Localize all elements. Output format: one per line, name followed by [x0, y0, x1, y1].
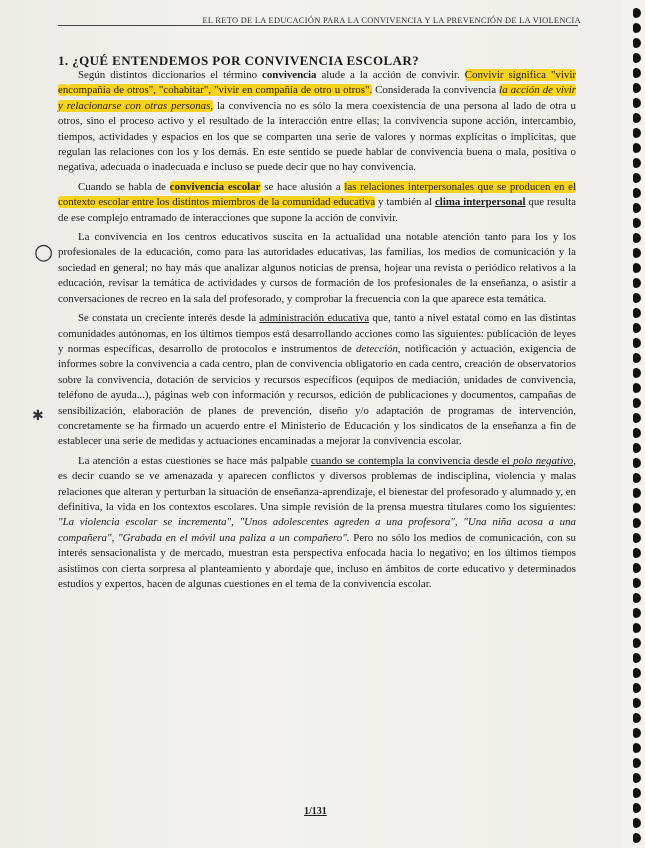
text-run: detección [356, 342, 398, 355]
binding-ring [633, 683, 641, 693]
paragraph-school-coexistence [58, 180, 576, 226]
binding-ring [633, 263, 641, 273]
text-run: Considerada la convivencia [372, 84, 500, 97]
binding-ring [633, 503, 641, 513]
binding-ring [633, 473, 641, 483]
binding-ring [633, 788, 641, 798]
binding-ring [633, 278, 641, 288]
binding-ring [633, 653, 641, 663]
binding-ring [633, 233, 641, 243]
binding-ring [633, 83, 641, 93]
binding-ring [633, 428, 641, 438]
binding-ring [633, 8, 641, 18]
text-run: Se constata un creciente interés desde la [78, 312, 260, 325]
binding-ring [633, 593, 641, 603]
text-run: "La violencia escolar se incrementa", "Unos adolescentes agreden a una profesora", "Una niña acosa a una compañera", "Grabada en el móvil una paliza a un compañero". [58, 516, 576, 544]
binding-ring [633, 548, 641, 558]
text-run: , notificación y actuación, exigencia de informes sobre la convivencia a cada centro, plan de convivencia obligatorio en cada centro, creación de observatorios sobre la convivencia, dotación de servicios y recursos específicos (equipos de mediación, unidades de convivencia, teléfono de ayuda...), páginas web con información y recursos, edición de publicaciones y documentos, campañas de sensibilización, elaboración de planes de prevención, diseño y/o adaptación de programas de intervención, concretamente se ha firmado un acuerdo entre el Ministerio de Educación y los sindicatos de la enseñanza a fin de establecer una serie de medidas y actuaciones encaminadas a mejorar la convivencia escolar. [58, 342, 576, 448]
text-run: , es decir cuando se ve amenazada y aparecen conflictos y diversos problemas de indisciplina, violencia y malas relaciones que alteran y perturban la situación de enseñanza-aprendizaje, el bienestar del profesorado y alumnado y, en definitiva, la vida en los contextos escolares. Una simple revisión de la prensa muestra titulares como los siguientes: [58, 454, 576, 513]
binding-ring [633, 143, 641, 153]
text-run: alude a la acción de convivir. [316, 69, 465, 81]
binding-ring [633, 728, 641, 738]
binding-ring [633, 773, 641, 783]
binding-ring [633, 218, 641, 228]
binding-ring [633, 353, 641, 363]
binding-ring [633, 758, 641, 768]
text-run: cuando se contempla la convivencia desde el [310, 454, 514, 467]
binding-ring [633, 563, 641, 573]
binding-ring [633, 293, 641, 303]
binding-ring [633, 188, 641, 198]
paragraph-administration [58, 311, 576, 450]
binding-ring [633, 533, 641, 543]
binding-ring [633, 248, 641, 258]
binding-ring [633, 173, 641, 183]
binding-ring [633, 113, 641, 123]
text-run: compañía de otros", "cohabitar", "vivir en compañía de otro u otros". [68, 84, 373, 97]
text-run: convivencia [262, 69, 317, 81]
binding-ring [633, 578, 641, 588]
binding-ring [633, 323, 641, 333]
paragraph-current-attention [58, 230, 576, 307]
paragraph-definition [58, 68, 576, 176]
text-run: administración educativa [259, 312, 370, 325]
text-run: Según distintos diccionarios el término [78, 69, 263, 81]
text-run: polo negativo [513, 454, 574, 467]
text-run: la convivencia no es sólo la mera coexistencia de una persona al lado de otra u otros, sino el proceso activo y el resultado de la interacción entre ellas; la convivencia supone acción, intercambio, tiempos, actividades y espacios en los que se comparten una serie de valores y normas explícitas o implícitas, que regulan las relaciones con los y los demás. En este sentido se puede hablar de convivencia buena o mala, positiva o negativa, adecuada o inadecuada e incluso se puede decir que no hay convivencia. [58, 99, 576, 174]
binding-ring [633, 128, 641, 138]
binding-ring [633, 458, 641, 468]
binding-ring [633, 308, 641, 318]
spiral-binding [623, 0, 645, 848]
header-rule [58, 25, 578, 26]
text-run: la acción de vivir y relacionarse con otras personas, [58, 84, 577, 112]
binding-ring [633, 383, 641, 393]
binding-ring [633, 368, 641, 378]
binding-ring [633, 818, 641, 828]
text-run: se hace alusión a [260, 180, 345, 193]
binding-ring [633, 443, 641, 453]
text-run: que, tanto a nivel estatal como en las distintas comunidades autónomas, en los últimos tiempos está desarrollando acciones como las siguientes: publicación de leyes y normas específicas, desarrollo de protocolos e instrumentos de [58, 312, 576, 355]
binding-ring [633, 203, 641, 213]
binding-ring [633, 803, 641, 813]
binding-ring [633, 743, 641, 753]
text-body [58, 68, 576, 592]
binding-ring [633, 623, 641, 633]
text-run: La convivencia en los centros educativos suscita en la actualidad una notable atención tanto para los y los profesionales de la educación, como para las autoridades educativas, las familias, los medios de comunicación y la sociedad en general; no hay más que analizar algunos noticias de prensa, hojear una revista o periódico relativos a la educación, revisar la temática de actividades y cursos de formación de los profesionales de la enseñanza, o asistir a conversaciones de recreo en la sala del profesorado, y comprobar la frecuencia con la que aparece esta temática. [58, 231, 576, 305]
text-run: que resulta de ese complejo entramado de interacciones que supone la acción de convivir. [58, 196, 576, 224]
text-run: y también al [375, 196, 435, 209]
handwritten-circle-mark: ○ [34, 240, 54, 265]
binding-ring [633, 398, 641, 408]
binding-ring [633, 488, 641, 498]
binding-ring [633, 608, 641, 618]
page-number: 1/131 [304, 806, 327, 817]
text-run: Pero no sólo los medios de comunicación, con su interés sensacionalista y de mercado, muestran esta perspectiva enfocada hacia lo negativo; en los últimos tiempos asistimos con cierta sorpresa al planteamiento y abordaje que, incluso en ámbitos de corte educativo y determinados estudios y expertos, hacen de algunas cuestiones en el tema de la convivencia escolar. [58, 531, 576, 590]
binding-ring [633, 98, 641, 108]
binding-ring [633, 38, 641, 48]
text-run: clima interpersonal [434, 196, 526, 209]
binding-ring [633, 713, 641, 723]
binding-ring [633, 68, 641, 78]
binding-ring [633, 338, 641, 348]
handwritten-star-mark: ✱ [32, 408, 44, 424]
binding-ring [633, 668, 641, 678]
binding-ring [633, 158, 641, 168]
binding-ring [633, 833, 641, 843]
binding-ring [633, 23, 641, 33]
section-title: 1. ¿QUÉ ENTENDEMOS POR CONVIVENCIA ESCOLAR? [58, 53, 420, 68]
running-header: EL RETO DE LA EDUCACIÓN PARA LA CONVIVENCIA Y LA PREVENCIÓN DE LA VIOLENCIA [202, 16, 581, 25]
binding-ring [633, 698, 641, 708]
binding-ring [633, 53, 641, 63]
text-run: La atención a estas cuestiones se hace más palpable [78, 454, 311, 467]
paragraph-negative-pole [58, 454, 576, 593]
text-run: convivencia escolar [169, 180, 261, 193]
text-run: Convivir significa "vivir en [58, 69, 576, 97]
binding-ring [633, 638, 641, 648]
binding-ring [633, 413, 641, 423]
binding-ring [633, 518, 641, 528]
text-run: las relaciones interpersonales que se producen en el contexto escolar entre los distintos miembros de la comunidad educativa [58, 180, 576, 209]
text-run: Cuando se habla de [78, 180, 170, 193]
